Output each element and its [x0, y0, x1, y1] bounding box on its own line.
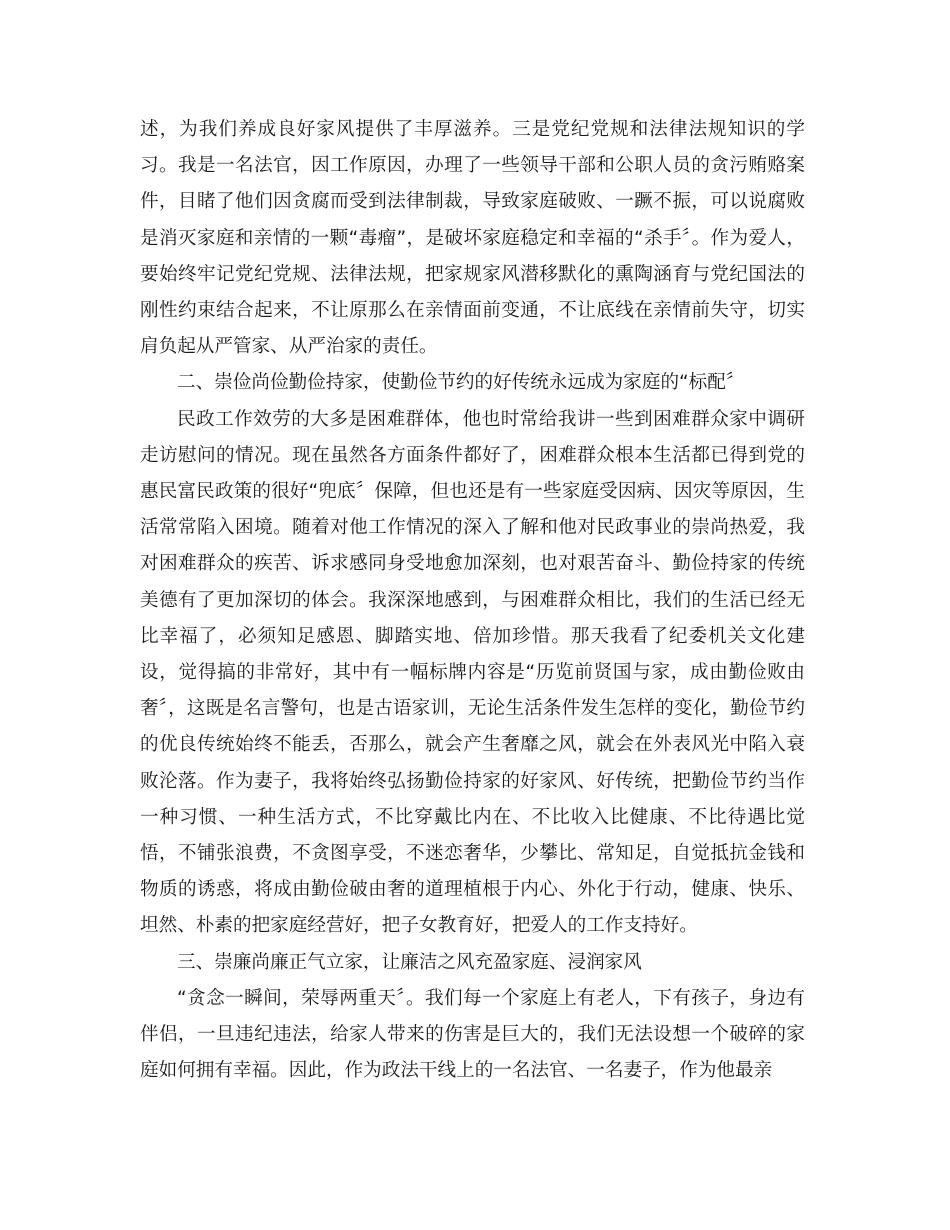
- paragraph-continuation: 述，为我们养成良好家风提供了丰厚滋养。三是党纪党规和法律法规知识的学习。我是一名法官，因工作原因，办理了一些领导干部和公职人员的贪污贿赂案件，目睹了他们因贪腐而受到法律制裁，导致家庭破败、一蹶不振，可以说腐败是消灭家庭和亲情的一颗“毒瘤”，是破坏家庭稳定和幸福的“杀手〞。作为爱人，要始终牢记党纪党规、法律法规，把家规家风潜移默化的熏陶涵育与党纪国法的刚性约束结合起来，不让原那么在亲情面前变通，不让底线在亲情前失守，切实肩负起从严管家、从严治家的责任。: [140, 119, 805, 358]
- document-body: [140, 112, 805, 1089]
- paragraph-frugality: 民政工作效劳的大多是困难群体，他也时常给我讲一些到困难群众家中调研走访慰问的情况。现在虽然各方面条件都好了，困难群众根本生活都已得到党的惠民富民政策的很好“兜底〞保障，但也还是有一些家庭受因病、因灾等原因，生活常常陷入困境。随着对他工作情况的深入了解和他对民政事业的崇尚热爱，我对困难群众的疾苦、诉求感同身受地愈加深刻，也对艰苦奋斗、勤俭持家的传统美德有了更加深切的体会。我深深地感到，与困难群众相比，我们的生活已经无比幸福了，必须知足感恩、脚踏实地、倍加珍惜。那天我看了纪委机关文化建设，觉得搞的非常好，其中有一幅标牌内容是“历览前贤国与家，成由勤俭败由奢〞，这既是名言警句，也是古语家训，无论生活条件发生怎样的变化，勤俭节约的优良传统始终不能丢，否那么，就会产生奢靡之风，就会在外表风光中陷入衰败沦落。作为妻子，我将始终弘扬勤俭持家的好家风、好传统，把勤俭节约当作一种习惯、一种生活方式，不比穿戴比内在、不比收入比健康、不比待遇比觉悟，不铺张浪费，不贪图享受，不迷恋奢华，少攀比、常知足，自觉抵抗金钱和物质的诱惑，将成由勤俭破由奢的道理植根于内心、外化于行动，健康、快乐、坦然、朴素的把家庭经营好，把子女教育好，把爱人的工作支持好。: [140, 408, 805, 937]
- section-heading-3: 三、崇廉尚廉正气立家，让廉洁之风充盈家庭、浸润家风: [177, 951, 642, 973]
- paragraph-integrity: “贪念一瞬间，荣辱两重天〞。我们每一个家庭上有老人，下有孩子，身边有伴侣，一旦违纪违法，给家人带来的伤害是巨大的，我们无法设想一个破碎的家庭如何拥有幸福。因此，作为政法干线上的一名法官、一名妻子，作为他最亲: [140, 987, 805, 1082]
- section-heading-2: 二、崇俭尚俭勤俭持家，使勤俭节约的好传统永远成为家庭的“标配〞: [177, 372, 745, 394]
